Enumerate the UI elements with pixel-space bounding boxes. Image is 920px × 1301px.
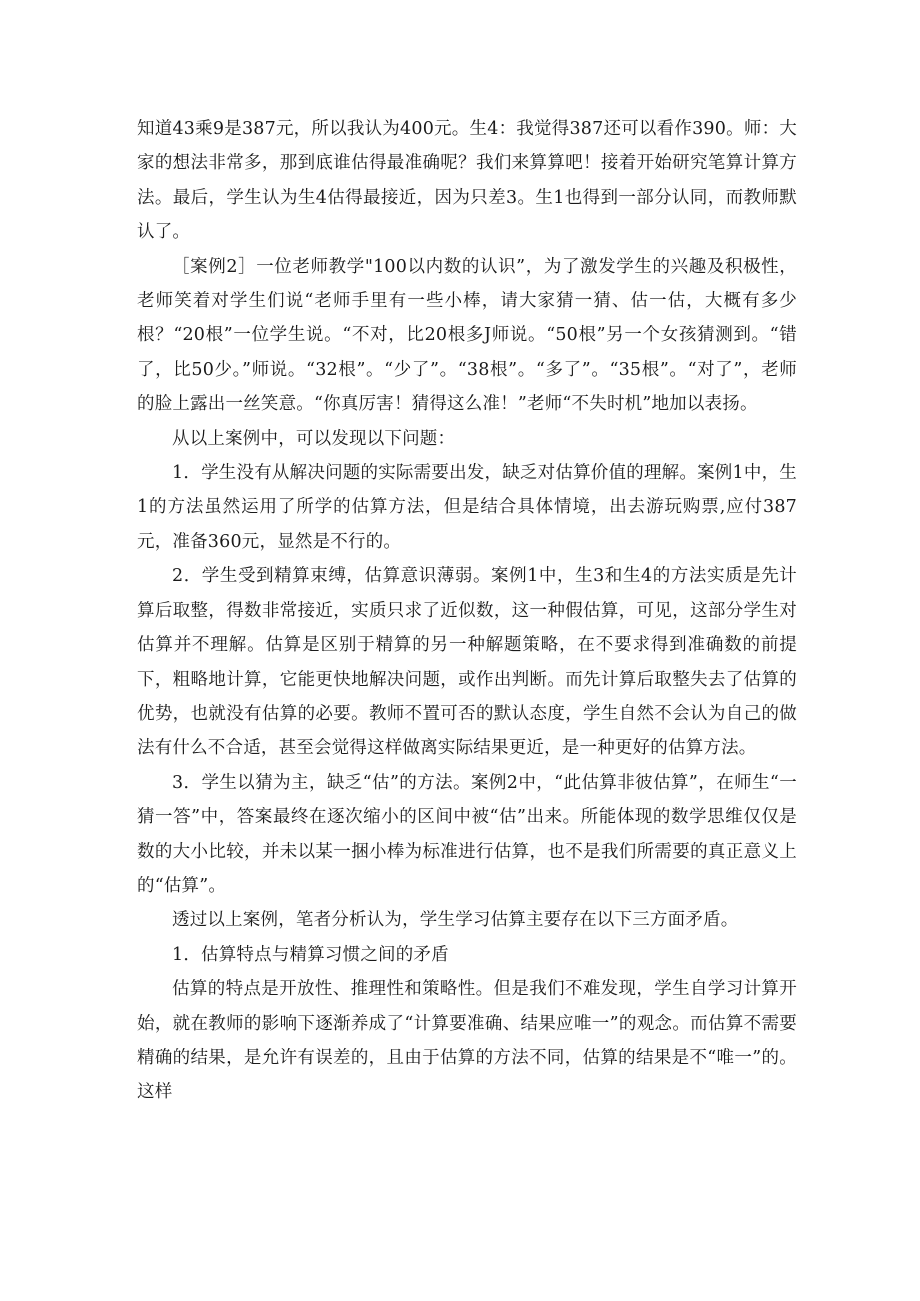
paragraph-contradictions-intro: 透过以上案例，笔者分析认为，学生学习估算主要存在以下三方面矛盾。 xyxy=(172,910,739,931)
paragraph-problem-3: 3．学生以猜为主，缺乏“估”的方法。案例2中，“此估算非彼估算”，在师生“一猜一答”中，答案最终在逐次缩小的区间中被“估”出来。所能体现的数学思维仅仅是数的大小比较，并未以某一捆小棒为标准进行估算，也不是我们所需要的真正意义上的“估算”。 xyxy=(137,772,797,896)
document-body xyxy=(137,112,797,1110)
paragraph-problem-2: 2．学生受到精算束缚，估算意识薄弱。案例1中，生3和生4的方法实质是先计算后取整，得数非常接近，实质只求了近似数，这一种假估算，可见，这部分学生对估算并不理解。估算是区别于精算的另一种解题策略，在不要求得到准确数的前提下，粗略地计算，它能更快地解决问题，或作出判断。而先计算后取整失去了估算的优势，也就没有估算的必要。教师不置可否的默认态度，学生自然不会认为自己的做法有什么不合适，甚至会觉得这样做离实际结果更近，是一种更好的估算方法。 xyxy=(137,566,797,759)
paragraph-estimation-features: 估算的特点是开放性、推理性和策略性。但是我们不难发现，学生自学习计算开始，就在教师的影响下逐渐养成了“计算要准确、结果应唯一”的观念。而估算不需要精确的结果，是允许有误差的，且由于估算的方法不同，估算的结果是不“唯一”的。这样 xyxy=(137,979,797,1103)
paragraph-problem-1: 1．学生没有从解决问题的实际需要出发，缺乏对估算价值的理解。案例1中，生1的方法虽然运用了所学的估算方法，但是结合具体情境，出去游玩购票,应付387元，准备360元，显然是不行的。 xyxy=(137,463,797,552)
paragraph-problems-intro: 从以上案例中，可以发现以下问题： xyxy=(172,428,456,449)
paragraph-case2: ［案例2］一位老师教学"100以内数的认识”，为了激发学生的兴趣及积极性，老师笑着对学生们说“老师手里有一些小棒，请大家猜一猜、估一估，大概有多少根？“20根”一位学生说。“不对，比20根多J师说。“50根”另一个女孩猜测到。“错了，比50少。”师说。“32根”。“少了”。“38根”。“多了”。“35根”。“对了”，老师的脸上露出一丝笑意。“你真厉害！猜得这么准！”老师“不失时机”地加以表扬。 xyxy=(137,256,797,415)
paragraph-section-heading-1: 1．估算特点与精算习惯之间的矛盾 xyxy=(172,944,449,965)
paragraph-case1-continuation: 知道43乘9是387元，所以我认为400元。生4：我觉得387还可以看作390。师：大家的想法非常多，那到底谁估得最准确呢？我们来算算吧！接着开始研究笔算计算方法。最后，学生认为生4估得最接近，因为只差3。生1也得到一部分认同，而教师默认了。 xyxy=(137,119,797,243)
